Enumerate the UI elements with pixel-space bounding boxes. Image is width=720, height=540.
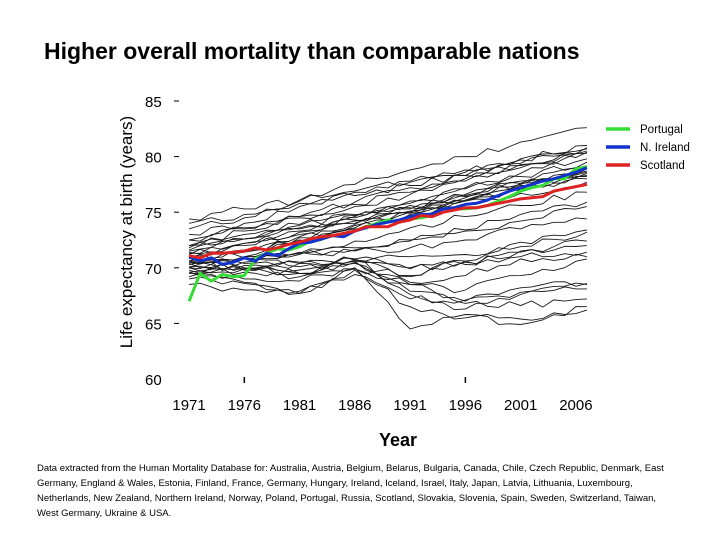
- background-country-lines: [189, 128, 587, 329]
- legend: [606, 124, 690, 172]
- y-tick-label: 85: [145, 94, 162, 111]
- y-tick-label: 80: [145, 149, 162, 167]
- x-tick-label: 1976: [227, 397, 262, 414]
- y-tick-label: 75: [145, 205, 162, 223]
- legend-label: Scotland: [640, 160, 685, 172]
- x-tick-label: 1981: [282, 397, 317, 414]
- x-tick-label: 1986: [338, 397, 372, 414]
- country-line: [189, 159, 587, 248]
- y-tick-label: 70: [145, 260, 162, 278]
- y-tick-label: 60: [145, 372, 162, 389]
- x-tick-label: 2006: [559, 397, 593, 414]
- x-axis-title: Year: [378, 430, 418, 450]
- legend-label: N. Ireland: [640, 142, 690, 154]
- x-tick-label: 2001: [503, 397, 538, 414]
- x-tick-label: 1996: [448, 397, 483, 414]
- data-source-footnote: Data extracted from the Human Mortality Database for: Australia, Austria, Belgium, Belarus, Bulgaria, Canada, Chile, Czech Republic, Denmark, East Germany, England & Wales, Estonia, Finland, France, Germany, Hungary, Ireland, Iceland, Israel, Italy, Japan, Latvia, Lithuania, Luxembourg, Netherlands, New Zealand, Northern Ireland, Norway, Poland, Portugal, Russia, Scotland, Slovakia, Slovenia, Spain, Sweden, Switzerland, Taiwan, West Germany, Ukraine & USA.: [37, 463, 664, 519]
- x-axis: [172, 377, 592, 414]
- y-axis: [145, 94, 179, 389]
- slide-title: Higher overall mortality than comparable nations: [44, 38, 580, 64]
- country-line: [189, 270, 587, 320]
- y-tick-label: 65: [145, 316, 162, 334]
- x-tick-label: 1971: [172, 397, 206, 414]
- legend-label: Portugal: [640, 124, 683, 136]
- x-tick-label: 1991: [393, 397, 427, 414]
- y-axis-title: Life expectancy at birth (years): [117, 115, 136, 349]
- country-line: [189, 192, 587, 274]
